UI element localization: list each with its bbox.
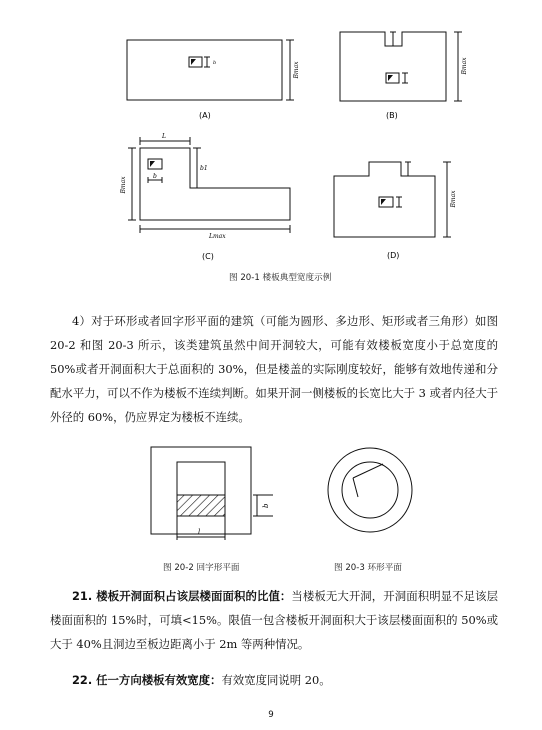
figure-20-3-caption: 图 20-3 环形平面 (334, 563, 402, 573)
figure-20-3 (328, 448, 412, 532)
item-21-heading: 21. 楼板开洞面积占该层楼面面积的比值： (72, 589, 292, 603)
figure-a-bmax: Bmax (293, 61, 300, 79)
outer-ring (328, 448, 412, 532)
opening-a (189, 57, 202, 67)
figure-b-bmax: Bmax (461, 57, 468, 75)
figure-b-label: (B) (386, 111, 398, 120)
figure-20-2 (151, 447, 273, 540)
figure-d-bmax: Bmax (450, 190, 457, 208)
figure-20-2-b: b (262, 503, 270, 508)
outer-slab (151, 447, 251, 534)
opening-b (386, 73, 399, 83)
slab-a (127, 40, 282, 100)
figure-d-label: (D) (387, 251, 400, 260)
inner-opening (177, 462, 225, 495)
figure-20-2-l: l (198, 528, 201, 536)
figure-c-lmax: Lmax (209, 233, 226, 240)
item-22-heading: 22. 任一方向楼板有效宽度： (72, 673, 222, 687)
figure-a-label: (A) (199, 111, 211, 120)
item-21-body: 当楼板无大开洞，开洞面积明显不足该层楼面面积的 15%时，可填<15%。限值一包含楼板开洞面积大于该层楼面面积的 50%或大于 40%且洞边至板边距离小于 2m 等两种情况。 (50, 589, 498, 651)
figure-b (340, 32, 462, 101)
item-22 (50, 668, 498, 692)
figure-c-bmax: Bmax (120, 176, 127, 194)
figure-20-2-caption: 图 20-2 回字形平面 (163, 563, 240, 573)
page-number: 9 (268, 710, 274, 720)
figure-c-label: (C) (202, 252, 214, 261)
figure-c (128, 137, 290, 233)
figure-c-l: L (162, 133, 166, 140)
item-22-body: 有效宽度同说明 20。 (221, 673, 331, 687)
figure-a-b: b (213, 60, 217, 66)
figure-c-b: b (153, 173, 157, 180)
figure-d (334, 162, 451, 237)
item-21 (50, 584, 498, 656)
figure-20-1-caption: 图 20-1 楼板典型宽度示例 (229, 273, 332, 283)
hatched-strip (177, 495, 225, 516)
figure-c-b1: b1 (200, 165, 208, 172)
figure-a (127, 40, 294, 100)
paragraph-4: 4）对于环形或者回字形平面的建筑（可能为圆形、多边形、矩形或者三角形）如图 20-2 和图 20-3 所示，该类建筑虽然中间开洞较大，可能有效楼板宽度小于总宽度的 50%或者开洞面积大于总面积的 30%，但是楼盖的实际刚度较好，能够有效地传递和分配水平力，可以不作为楼板不连续判断。如果开洞一侧楼板的长宽比大于 3 或者内径大于外径的 60%，仍应界定为楼板不连续。 (50, 314, 498, 424)
